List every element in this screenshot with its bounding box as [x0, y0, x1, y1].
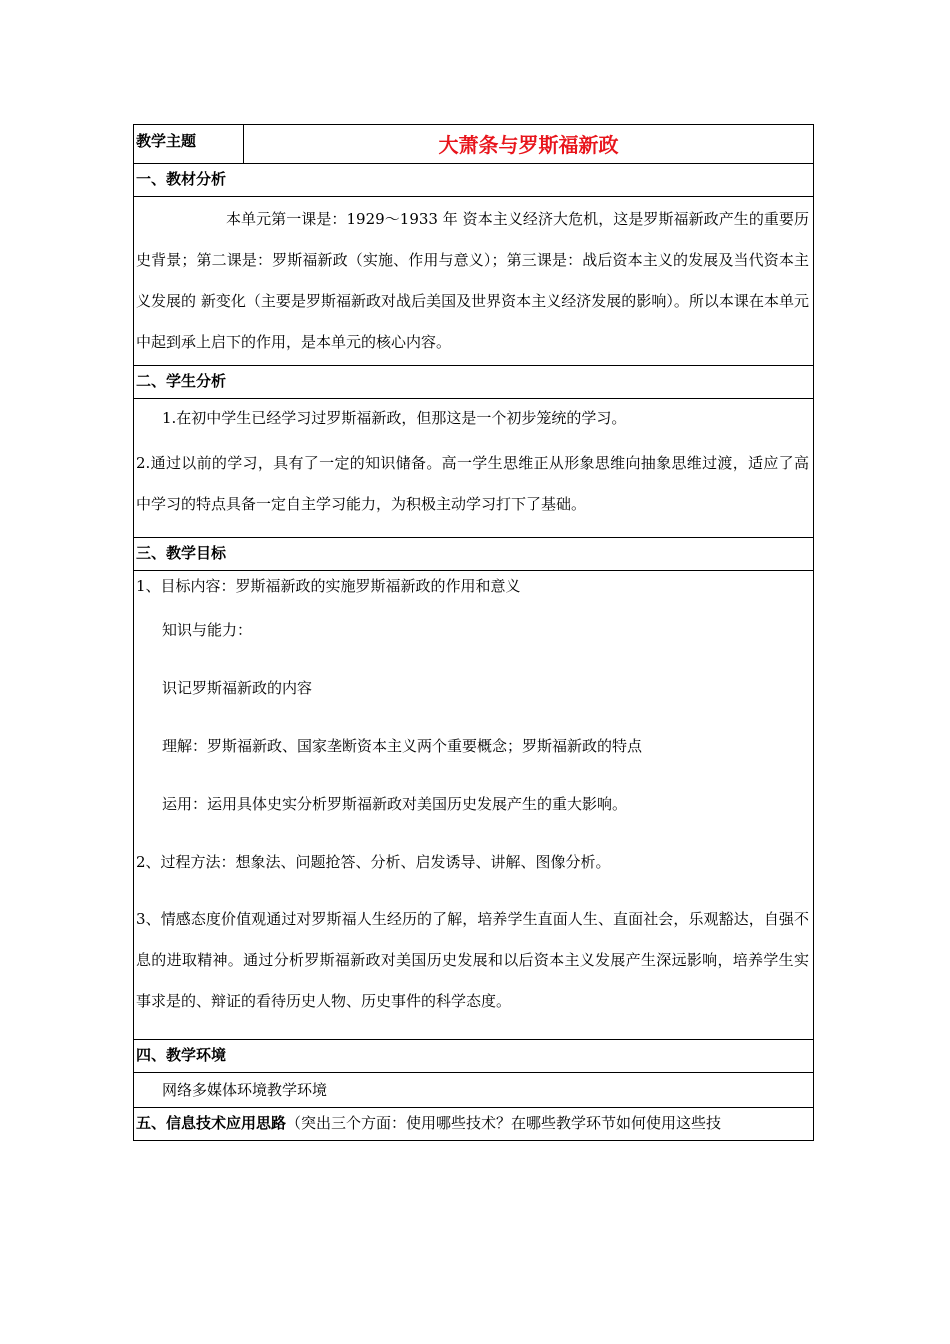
objective-item-1: 1、目标内容：罗斯福新政的实施罗斯福新政的作用和意义	[136, 577, 521, 595]
objectives-body	[134, 571, 814, 1040]
students-body-row	[134, 399, 814, 538]
materials-body	[134, 197, 814, 366]
environment-heading: 四、教学环境	[134, 1040, 814, 1073]
tech-heading	[134, 1108, 814, 1141]
environment-body-row	[134, 1073, 814, 1108]
materials-body-row	[134, 197, 814, 366]
students-heading-row	[134, 366, 814, 399]
objective-apply: 运用：运用具体史实分析罗斯福新政对美国历史发展产生的重大影响。	[162, 795, 628, 813]
objective-recall: 识记罗斯福新政的内容	[162, 679, 313, 697]
students-point-1: 1.在初中学生已经学习过罗斯福新政，但那这是一个初步笼统的学习。	[162, 409, 627, 427]
environment-body	[134, 1073, 814, 1108]
students-point-2: 2.通过以前的学习，具有了一定的知识储备。高一学生思维正从形象思维向抽象思维过渡，适应了高中学习的特点具备一定自主学习能力，为积极主动学习打下了基础。	[136, 454, 809, 513]
objectives-body-row	[134, 571, 814, 1040]
objective-understand: 理解：罗斯福新政、国家垄断资本主义两个重要概念；罗斯福新政的特点	[162, 737, 643, 755]
tech-heading-row	[134, 1108, 814, 1141]
topic-label: 教学主题	[134, 125, 244, 164]
materials-heading: 一、教材分析	[134, 164, 814, 197]
tech-heading-title: 五、信息技术应用思路	[136, 1114, 287, 1132]
students-heading: 二、学生分析	[134, 366, 814, 399]
objectives-heading-row	[134, 538, 814, 571]
objective-item-3: 3、情感态度价值观通过对罗斯福人生经历的了解，培养学生直面人生、直面社会，乐观豁达，自强不息的进取精神。通过分析罗斯福新政对美国历史发展和以后资本主义发展产生深远影响，培养学生实事求是的、辩证的看待历史人物、历史事件的科学态度。	[136, 910, 809, 1010]
topic-row	[134, 125, 814, 164]
materials-text: 本单元第一课是：1929～1933 年 资本主义经济大危机，这是罗斯福新政产生的重要历史背景；第二课是：罗斯福新政（实施、作用与意义）；第三课是：战后资本主义的发展及当代资本主义发展的 新变化（主要是罗斯福新政对战后美国及世界资本主义经济发展的影响）。所以本课在本单元中起到承上启下的作用，是本单元的核心内容。	[136, 210, 809, 351]
lesson-plan-table	[133, 124, 814, 1141]
materials-heading-row	[134, 164, 814, 197]
topic-title: 大萧条与罗斯福新政	[244, 125, 814, 164]
tech-heading-note: （突出三个方面：使用哪些技术？在哪些教学环节如何使用这些技	[286, 1114, 722, 1132]
objective-knowledge: 知识与能力：	[162, 621, 253, 639]
objectives-heading: 三、教学目标	[134, 538, 814, 571]
students-body	[134, 399, 814, 538]
environment-heading-row	[134, 1040, 814, 1073]
objective-item-2: 2、过程方法：想象法、问题抢答、分析、启发诱导、讲解、图像分析。	[136, 853, 611, 871]
environment-text: 网络多媒体环境教学环境	[162, 1081, 328, 1099]
